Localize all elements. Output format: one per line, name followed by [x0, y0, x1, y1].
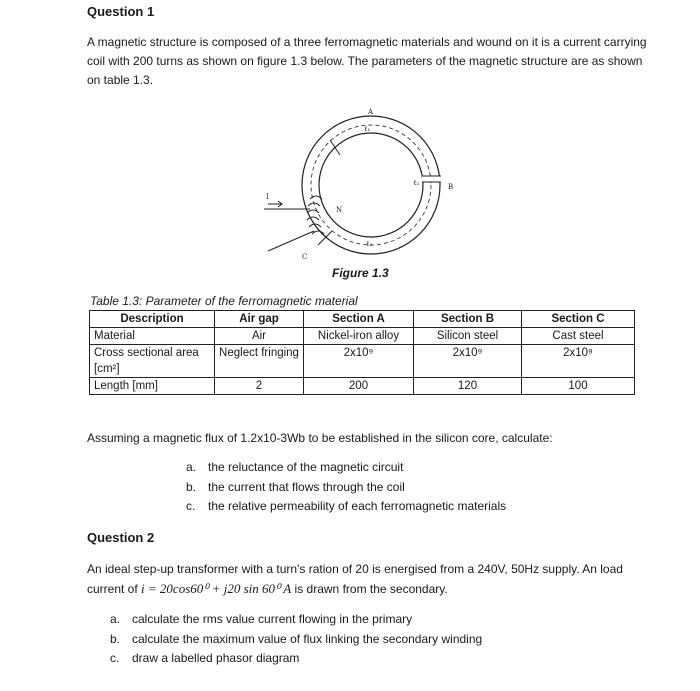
question-1-task-list	[186, 458, 506, 517]
parameters-table	[89, 310, 635, 395]
list-item-text: the reluctance of the magnetic circuit	[208, 460, 404, 474]
label-c: C	[302, 253, 308, 261]
list-marker: b.	[186, 479, 197, 494]
question-2-heading: Question 2	[87, 530, 155, 545]
table-header-cell: Air gap	[215, 311, 304, 328]
list-marker: a.	[110, 612, 121, 626]
lead-wire-2	[268, 231, 314, 251]
question-2-task-list	[110, 610, 482, 669]
core-inner-ring	[319, 133, 423, 237]
table-cell: Cross sectional area [cm²]	[90, 345, 215, 378]
label-n: N	[336, 206, 343, 214]
table-header-cell: Section C	[522, 311, 635, 328]
current-arrow-icon	[268, 201, 282, 207]
label-l2: ℓ₂	[413, 179, 420, 187]
label-l3: ℓ₃	[366, 240, 373, 248]
table-caption: Table 1.3: Parameter of the ferromagnetic material	[90, 294, 358, 308]
list-item	[110, 630, 482, 650]
table-cell: 2x10⁹	[304, 345, 414, 378]
question-2-intro	[87, 560, 647, 599]
table-header-cell: Section B	[414, 311, 522, 328]
list-item	[186, 458, 506, 478]
list-item-text: the relative permeability of each ferromagnetic materials	[208, 499, 507, 513]
list-item	[186, 478, 506, 498]
figure-caption: Figure 1.3	[332, 266, 389, 280]
table-row	[90, 328, 635, 345]
table-header-row	[90, 311, 635, 328]
table-cell: 2	[215, 378, 304, 395]
table-cell: 2x10⁹	[414, 345, 522, 378]
table-cell: 120	[414, 378, 522, 395]
question-1-heading: Question 1	[87, 4, 155, 19]
list-item-text: calculate the rms value current flowing in the primary	[132, 612, 413, 626]
list-marker: a.	[186, 460, 197, 474]
list-item-text: calculate the maximum value of flux linking the secondary winding	[132, 631, 483, 646]
list-item	[110, 649, 482, 669]
list-marker: b.	[110, 631, 121, 646]
list-item	[186, 497, 506, 517]
list-marker: c.	[186, 499, 196, 513]
question-2-intro-part2: is drawn from the secondary.	[294, 582, 448, 596]
question-1-intro: A magnetic structure is composed of a three ferromagnetic materials and wound on it is a current carrying coil with 200 turns as shown on figure 1.3 below. The parameters of the magnetic structure are as shown on table 1.3.	[87, 35, 647, 87]
table-cell: Silicon steel	[414, 328, 522, 345]
table-cell: Neglect fringing	[215, 345, 304, 378]
table-cell: Material	[90, 328, 215, 345]
table-cell: Cast steel	[522, 328, 635, 345]
table-row	[90, 378, 635, 395]
table-cell: Air	[215, 328, 304, 345]
list-item-text: the current that flows through the coil	[208, 479, 405, 494]
list-marker: c.	[110, 651, 120, 665]
table-cell: 100	[522, 378, 635, 395]
magnetic-structure-figure	[258, 103, 458, 263]
label-i: I	[266, 193, 269, 201]
label-a: A	[368, 108, 374, 116]
question-1-assumption: Assuming a magnetic flux of 1.2x10-3Wb to be established in the silicon core, calculate:	[87, 431, 553, 445]
question-2-intro-part1: An ideal step-up transformer with a turn's ration of 20 is energised from a 240V, 50Hz supply. An load current of	[87, 562, 623, 596]
list-item-text: draw a labelled phasor diagram	[132, 651, 300, 665]
list-item	[110, 610, 482, 630]
label-l1: ℓ₁	[364, 125, 371, 133]
load-current-formula: i = 20cos60⁰ + j20 sin 60⁰ A	[141, 581, 292, 596]
table-cell: Length [mm]	[90, 378, 215, 395]
table-header-cell: Section A	[304, 311, 414, 328]
table-header-cell: Description	[90, 311, 215, 328]
table-row	[90, 345, 635, 378]
label-b: B	[448, 183, 454, 191]
table-cell: 2x10⁹	[522, 345, 635, 378]
table-cell: 200	[304, 378, 414, 395]
table-cell: Nickel-iron alloy	[304, 328, 414, 345]
